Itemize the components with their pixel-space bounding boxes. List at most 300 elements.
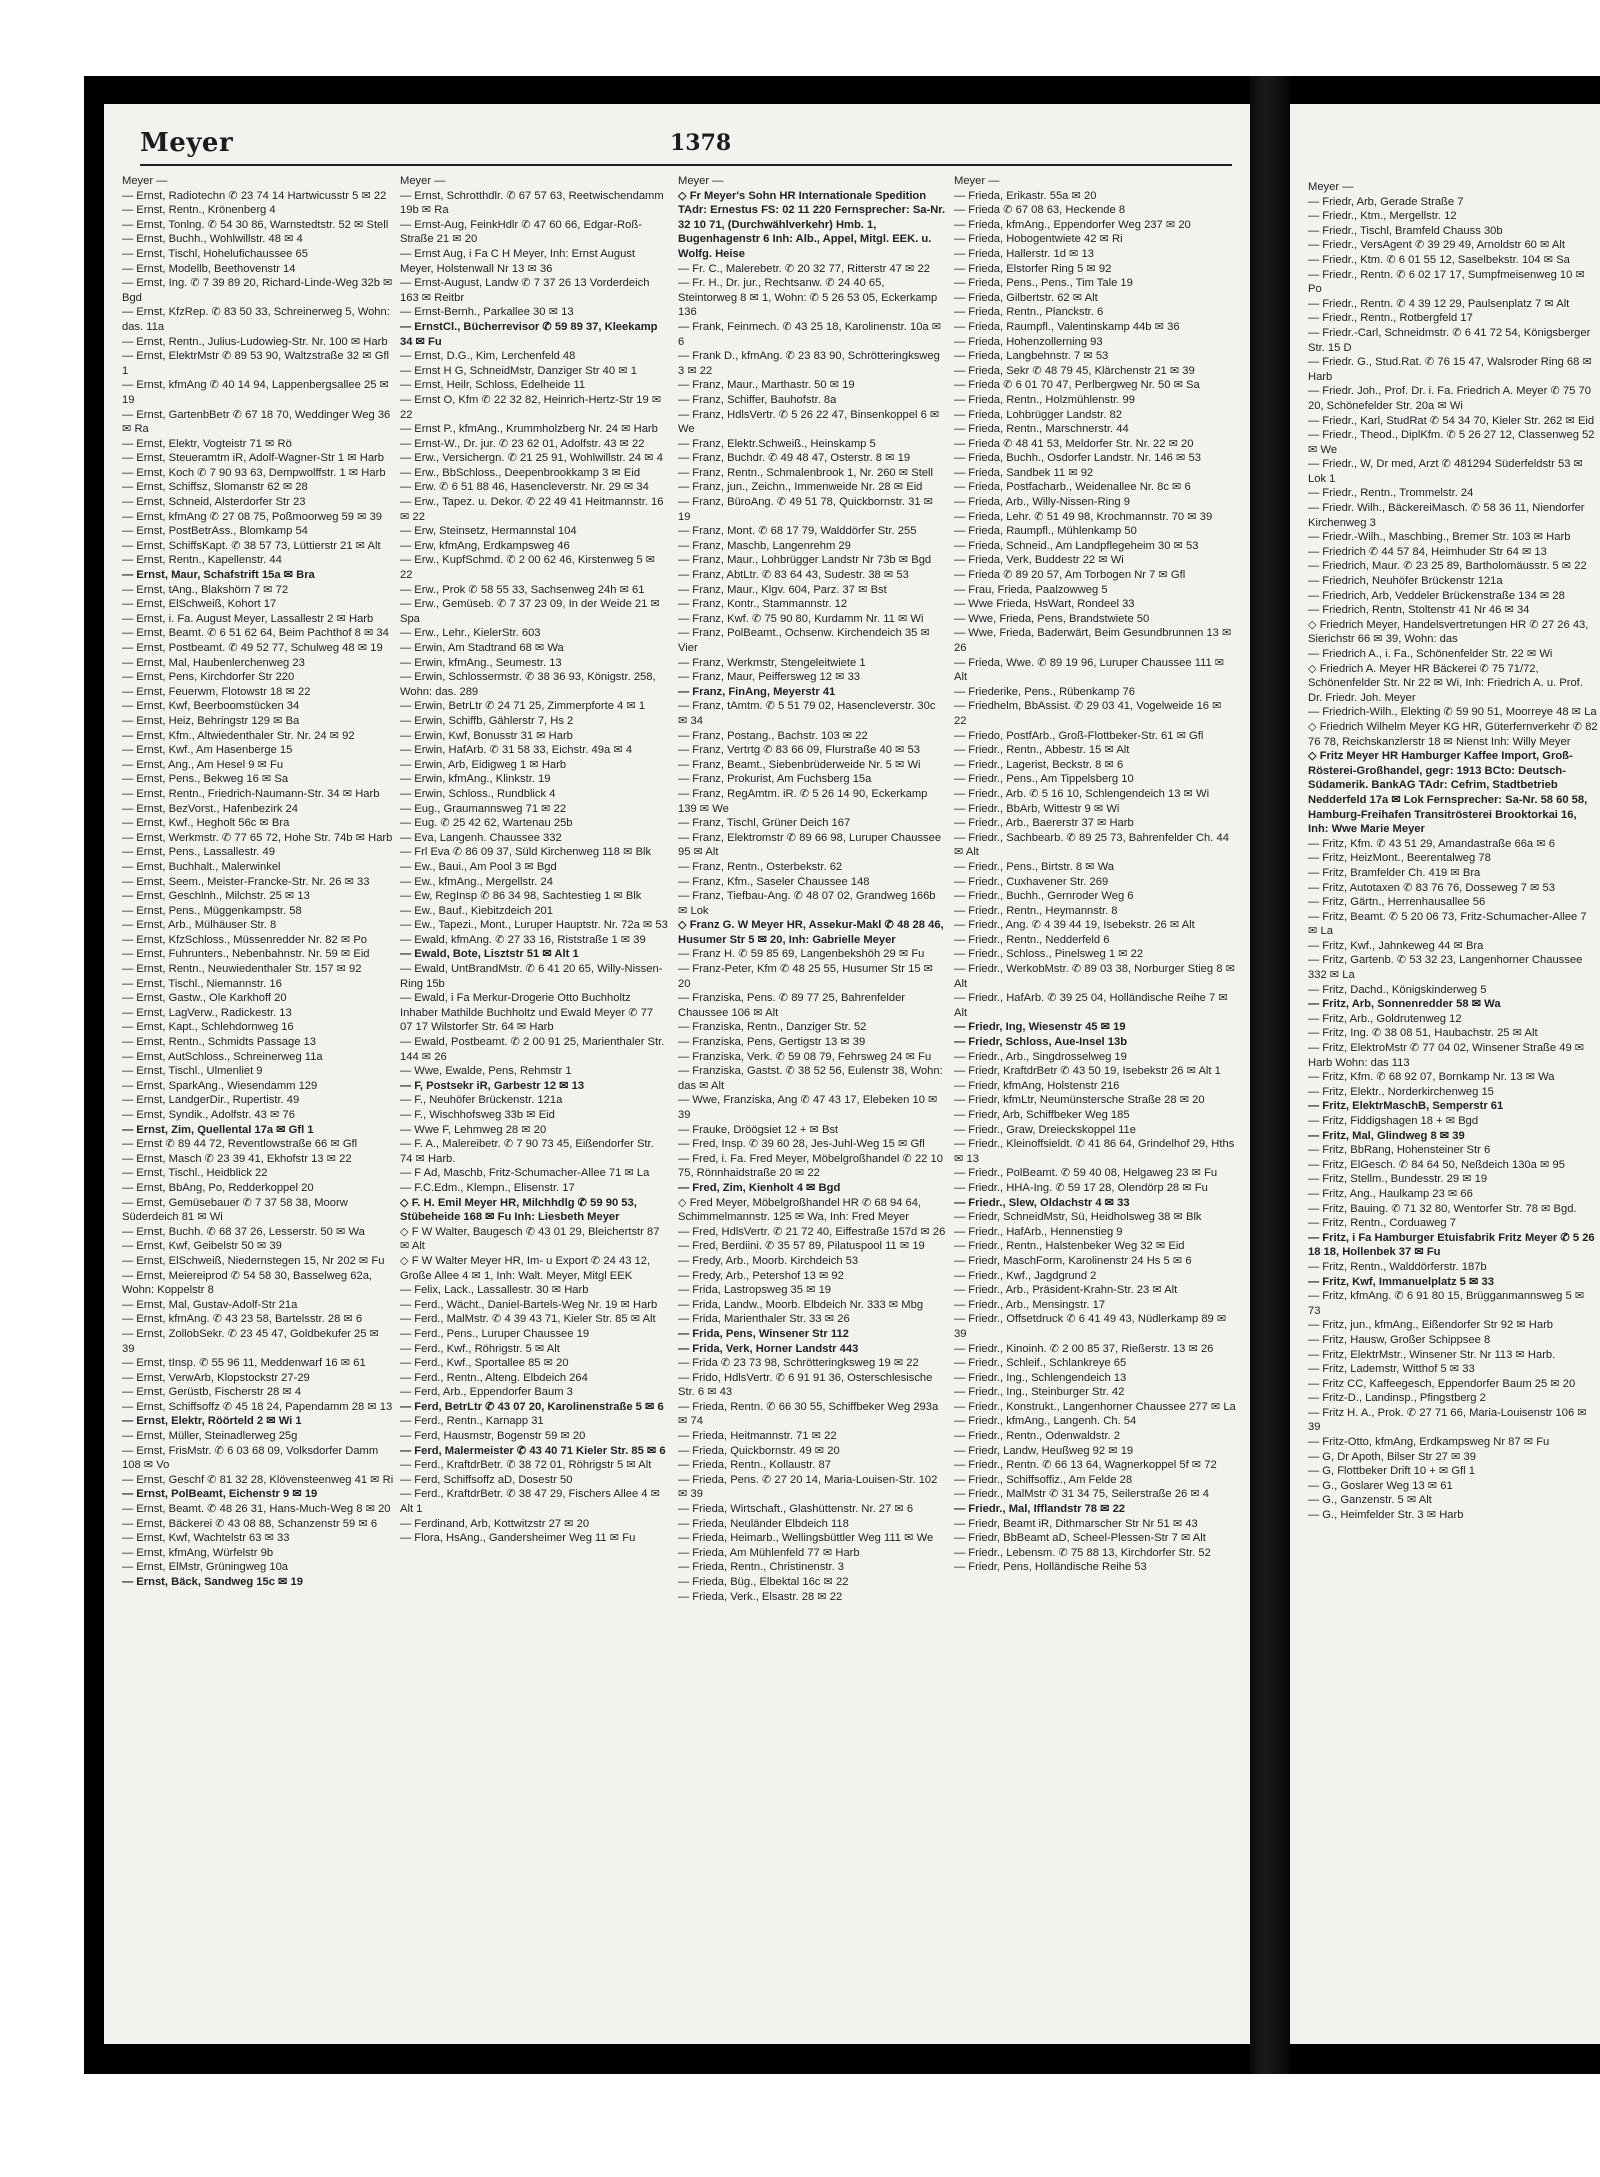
directory-entry: — Friedr, Pens, Holländische Reihe 53 (954, 1561, 1147, 1574)
directory-entry: — Friedr, kfmAng, Holstenstr 216 (954, 1079, 1120, 1092)
directory-entry: — Ew, RegInsp ✆ 86 34 98, Sachtestieg 1 ✉ Blk (400, 890, 642, 903)
directory-entry: — Ernst ✆ 89 44 72, Reventlowstraße 66 ✉ Gfl (122, 1138, 358, 1151)
directory-entry: — Frieda, Rentn., Holzmühlenstr. 99 (954, 393, 1135, 406)
directory-entry: — Frieda, Am Mühlenfeld 77 ✉ Harb (678, 1546, 860, 1559)
directory-entry: — Friedr, SchneidMstr, Sü, Heidholsweg 38 ✉ Blk (954, 1211, 1202, 1224)
directory-entry: — Ernst, Elektr, Röörteld 2 ✉ Wi 1 (122, 1415, 302, 1428)
directory-entry: — Erw., Gemüseb. ✆ 7 37 23 09, In der Weide 21 ✉ Spa (400, 598, 660, 625)
directory-entry: — Fritz, Arb., Goldrutenweg 12 (1308, 1012, 1462, 1025)
directory-entry: — Franz, Prokurist, Am Fuchsberg 15a (678, 773, 872, 786)
directory-entry: — Friedr., Ang. ✆ 4 39 44 19, Isebekstr. 26 ✉ Alt (954, 919, 1195, 932)
directory-entry: — Friedrich ✆ 44 57 84, Heimhuder Str 64 ✉ 13 (1308, 545, 1547, 558)
directory-entry: — Friedr., Rentn., Halstenbeker Weg 32 ✉ Eid (954, 1240, 1185, 1253)
directory-entry: — Fredy, Arb., Moorb. Kirchdeich 53 (678, 1254, 859, 1267)
directory-entry: — Fritz, ElektrMstr., Winsener Str. Nr 113 ✉ Harb. (1308, 1348, 1556, 1361)
directory-entry: — Friedr. G., Stud.Rat. ✆ 76 15 47, Walsroder Ring 68 ✉ Harb (1308, 356, 1592, 383)
directory-entry: — Franz, Elektr.Schweiß., Heinskamp 5 (678, 437, 876, 450)
directory-entry: — Erwin, Arb, Eidigweg 1 ✉ Harb (400, 758, 567, 771)
directory-entry: — Friedr., Sachbearb. ✆ 89 25 73, Bahrenfelder Ch. 44 ✉ Alt (954, 831, 1229, 859)
directory-entry: — Friedr., Rentn. ✆ 66 13 64, Wagnerkoppel 5f ✉ 72 (954, 1459, 1217, 1472)
directory-entry: — Ernst, Buchhalt., Malerwinkel (122, 860, 281, 873)
directory-entry: — Ferd., KraftdrBetr. ✆ 38 72 01, Röhrigstr 5 ✉ Alt (400, 1459, 652, 1472)
directory-entry: — Fritz, Autotaxen ✆ 83 76 76, Dosseweg 7 ✉ 53 (1308, 881, 1555, 894)
directory-entry: — Friedr, Beamt iR, Dithmarscher Str Nr 51 ✉ 43 (954, 1517, 1198, 1530)
directory-entry: — Friedr., HafArb., Hennenstieg 9 (954, 1225, 1123, 1238)
directory-entry: — Frieda, Langbehnstr. 7 ✉ 53 (954, 350, 1109, 363)
directory-entry: — Frieda, Elstorfer Ring 5 ✉ 92 (954, 262, 1112, 275)
directory-entry: — Friedr., Graw, Dreieckskoppel 11e (954, 1123, 1136, 1136)
directory-entry: — Friedr., Rentn., Nedderfeld 6 (954, 933, 1110, 946)
directory-entry: — Ewald, i Fa Merkur-Drogerie Otto Buchholtz Inhaber Mathilde Buchholtz und Ewald Meyer ✆ 77 07 17 Wilstorfer Str. 64 ✉ Harb (400, 992, 654, 1034)
directory-entry: — Friedr., Tischl, Bramfeld Chauss 30b (1308, 224, 1503, 237)
directory-entry: — Franz, Tiefbau-Ang. ✆ 48 07 02, Grandweg 166b ✉ Lok (678, 890, 936, 917)
directory-entry: — F., Wischhofsweg 33b ✉ Eid (400, 1109, 555, 1121)
directory-entry: — Ewald, Postbeamt. ✆ 2 00 91 25, Marienthaler Str. 144 ✉ 26 (400, 1036, 665, 1063)
directory-entry: — Eva, Langenh. Chaussee 332 (400, 831, 562, 844)
directory-entry: — Frl Eva ✆ 86 09 37, Süld Kirchenweg 118 ✉ Blk (400, 846, 652, 859)
directory-entry: — Friedr, Landw, Heußweg 92 ✉ 19 (954, 1444, 1134, 1457)
directory-entry: — Fritz, Gärtn., Herrenhausallee 56 (1308, 896, 1486, 909)
directory-entry: — Frida, Pens, Winsener Str 112 (678, 1327, 849, 1340)
directory-entry: — Franz, Maur., Lohbrügger Landstr Nr 73b ✉ Bgd (678, 554, 932, 567)
directory-entry: — Franz H. ✆ 59 85 69, Langenbekshöh 29 ✉ Fu (678, 948, 925, 961)
directory-entry: — Fritz, jun., kfmAng., Eißendorfer Str 92 ✉ Harb (1308, 1319, 1554, 1332)
directory-entry: — Ew., Tapezi., Mont., Luruper Hauptstr. Nr. 72a ✉ 53 (400, 919, 668, 932)
directory-entry: — Ernst, Bäck, Sandweg 15c ✉ 19 (122, 1576, 303, 1588)
directory-entry: — Ferd., MalMstr. ✆ 4 39 43 71, Kieler Str. 85 ✉ Alt (400, 1313, 656, 1326)
directory-entry: — Friedr., Arb., Mensingstr. 17 (954, 1298, 1106, 1311)
directory-entry: — Ernst, GartenbBetr ✆ 67 18 70, Weddinger Weg 36 ✉ Ra (122, 408, 391, 436)
directory-entry: — Friedr., Arb. ✆ 5 16 10, Schlengendeich 13 ✉ Wi (954, 787, 1210, 800)
directory-entry: — Fritz, Dachd., Königskinderweg 5 (1308, 983, 1487, 996)
directory-entry: — Ernst, Fuhrunters., Nebenbahnstr. Nr. 59 ✉ Eid (122, 948, 370, 961)
directory-entry: — Frieda, Lehr. ✆ 51 49 98, Krochmannstr. 70 ✉ 39 (954, 510, 1213, 523)
directory-entry: — Frida ✆ 23 73 98, Schrötteringksweg 19 ✉ 22 (678, 1357, 919, 1370)
directory-entry: — Friedr., Konstrukt., Langenhorner Chaussee 277 ✉ La (954, 1400, 1236, 1413)
directory-entry: — Friedr., HafArb. ✆ 39 25 04, Holländische Reihe 7 ✉ Alt (954, 992, 1228, 1019)
directory-entry: — Friedrich A., i. Fa., Schönenfelder Str. 22 ✉ Wi (1308, 648, 1553, 660)
directory-entry: — Ferd, Hausmstr, Bogenstr 59 ✉ 20 (400, 1430, 586, 1443)
directory-entry: ◇ Friedrich A. Meyer HR Bäckerei ✆ 75 71/72, Schönenfelder Str. Nr 22 ✉ Wi, Inh: Friedrich A. u. Prof. Dr. Friedr. Joh. Meyer (1308, 662, 1583, 704)
directory-entry: — G., Heimfelder Str. 3 ✉ Harb (1308, 1509, 1464, 1522)
directory-entry: — G., Ganzenstr. 5 ✉ Alt (1308, 1494, 1432, 1507)
directory-entry: — Ernst, Gastw., Ole Karkhoff 20 (122, 992, 287, 1005)
directory-entry: — Ernst, BbAng, Po, Redderkoppel 20 (122, 1181, 314, 1194)
directory-entry: — Fritz, BbRang, Hohensteiner Str 6 (1308, 1144, 1491, 1157)
directory-entry: — Frida, Verk, Horner Landstr 443 (678, 1342, 859, 1355)
directory-entry: — Ernst, Gerüstb, Fischerstr 28 ✉ 4 (122, 1386, 302, 1399)
column-head: Meyer — (122, 175, 168, 187)
directory-entry: — Ernst, Elektr, Vogteistr 71 ✉ Rö (122, 437, 292, 450)
directory-entry: — Fritz, Kfm. ✆ 43 51 29, Amandastraße 66a ✉ 6 (1308, 837, 1555, 850)
directory-entry: ◇ Friedrich Meyer, Handelsvertretungen HR ✆ 27 26 43, Sierichstr 66 ✉ 39, Wohn: das (1308, 618, 1589, 646)
directory-entry: — Franz, Vertrtg ✆ 83 66 09, Flurstraße 40 ✉ 53 (678, 744, 920, 757)
directory-entry: — Frieda, Erikastr. 55a ✉ 20 (954, 189, 1097, 202)
directory-entry: — Friedr., Lagerist, Beckstr. 8 ✉ 6 (954, 758, 1124, 771)
directory-entry: — Friedr., Pens., Am Tippelsberg 10 (954, 773, 1134, 786)
directory-entry: — Friedr, MaschForm, Karolinenstr 24 Hs 5 ✉ 6 (954, 1254, 1192, 1267)
directory-entry: — Friedr., HHA-Ing. ✆ 59 17 28, Olendörp 28 ✉ Fu (954, 1181, 1208, 1194)
directory-entry: — Frieda, Postfacharb., Weidenallee Nr. 8c ✉ 6 (954, 481, 1191, 494)
directory-entry: — Ferd., Kwf., Röhrigstr. 5 ✉ Alt (400, 1342, 560, 1355)
column-head: Meyer — (400, 175, 446, 187)
directory-entry: — Friedr, Arb, Gerade Straße 7 (1308, 195, 1464, 208)
directory-entry: — Frauke, Dröögsiet 12 + ✉ Bst (678, 1123, 839, 1136)
column-head: Meyer — (678, 175, 724, 187)
directory-entry: — Ernst, Kwf., Am Hasenberge 15 (122, 744, 293, 757)
directory-entry: — Erw, kfmAng, Erdkampsweg 46 (400, 539, 570, 552)
directory-entry: — F.C.Edm., Klempn., Elisenstr. 17 (400, 1181, 575, 1194)
directory-entry: — Ernst, Ing. ✆ 7 39 89 20, Richard-Linde-Weg 32b ✉ Bgd (122, 277, 393, 304)
directory-entry: — Frank, Feinmech. ✆ 43 25 18, Karolinenstr. 10a ✉ 6 (678, 320, 942, 348)
directory-entry: — Friedr, Schloss, Aue-Insel 13b (954, 1036, 1128, 1049)
directory-entry: — Franz-Peter, Kfm ✆ 48 25 55, Husumer Str 15 ✉ 20 (678, 963, 934, 990)
directory-entry: — Fritz H. A., Prok. ✆ 27 71 66, Maria-Louisenstr 106 ✉ 39 (1308, 1406, 1587, 1434)
directory-entry: — Frieda, Heitmannstr. 71 ✉ 22 (678, 1430, 837, 1443)
directory-entry: — Ernst, Seem., Meister-Francke-Str. Nr. 26 ✉ 33 (122, 875, 370, 888)
directory-entry: — Ernst, Tischl., Heidblick 22 (122, 1167, 268, 1180)
directory-entry: — F., Neuhöfer Brückenstr. 121a (400, 1094, 563, 1107)
directory-entry: — Friedr., Schiffsoffiz., Am Felde 28 (954, 1473, 1133, 1486)
directory-entry: — Ferd., KraftdrBetr. ✆ 38 47 29, Fischers Allee 4 ✉ Alt 1 (400, 1488, 661, 1516)
directory-entry: — Ernst, Gemüsebauer ✆ 7 37 58 38, Moorw Süderdeich 81 ✉ Wi (122, 1196, 348, 1224)
directory-entry: — Frieda, Hobogentwiete 42 ✉ Ri (954, 233, 1123, 246)
directory-entry: — Fritz CC, Kaffeegesch, Eppendorfer Baum 25 ✉ 20 (1308, 1377, 1576, 1390)
directory-entry: — Ernst, Heiz, Behringstr 129 ✉ Ba (122, 714, 300, 727)
directory-entry: — Franz, Rentn., Schmalenbrook 1, Nr. 260 ✉ Stell (678, 466, 933, 479)
directory-entry: — Flora, HsAng., Gandersheimer Weg 11 ✉ Fu (400, 1532, 636, 1545)
directory-entry: — Wwe, Frieda, Baderwärt, Beim Gesundbrunnen 13 ✉ 26 (954, 627, 1232, 654)
directory-entry: — Ernst, Arb., Mülhäuser Str. 8 (122, 919, 277, 932)
directory-entry: — Ernst, Schiffsz, Slomanstr 62 ✉ 28 (122, 481, 308, 494)
directory-entry: — Frieda, Büg., Elbektal 16c ✉ 22 (678, 1576, 849, 1588)
directory-entry: — Ernst, Schneid, Alsterdorfer Str 23 (122, 496, 306, 509)
directory-entry: — Franz, Kfm., Saseler Chaussee 148 (678, 875, 870, 888)
directory-entry: — Ernst, BezVorst., Hafenbezirk 24 (122, 802, 298, 815)
directory-entry: — Friedr., Kleinoffsieldt. ✆ 41 86 64, Grindelhof 29, Hths ✉ 13 (954, 1138, 1235, 1165)
directory-entry: — Ernst, Bäckerei ✆ 43 08 88, Schanzenstr 59 ✉ 6 (122, 1517, 378, 1530)
directory-entry: — Friedr., Ing., Steinburger Str. 42 (954, 1386, 1125, 1399)
directory-entry: — Ernst, Geschlnh., Milchstr. 25 ✉ 13 (122, 890, 310, 903)
directory-entry: — Ernst, Modellb, Beethovenstr 14 (122, 262, 296, 275)
directory-entry: — Fritz, Gartenb. ✆ 53 32 23, Langenhorner Chaussee 332 ✉ La (1308, 954, 1583, 982)
directory-entry: — Franz, Buchdr. ✆ 49 48 47, Osterstr. 8 ✉ 19 (678, 452, 911, 465)
directory-entry: — Wwe, Ewalde, Pens, Rehmstr 1 (400, 1065, 572, 1078)
directory-entry: — Ernst, Geschf ✆ 81 32 28, Klövensteenweg 41 ✉ Ri (122, 1473, 394, 1486)
directory-entry: — Frida, Landw., Moorb. Elbdeich Nr. 333 ✉ Mbg (678, 1298, 924, 1311)
directory-entry: — Frieda, Quickbornstr. 49 ✉ 20 (678, 1444, 840, 1457)
directory-entry: — Fritz, Bauing. ✆ 71 32 80, Wentorfer Str. 78 ✉ Bgd. (1308, 1202, 1577, 1215)
directory-entry: — ErnstCl., Bücherrevisor ✆ 59 89 37, Kleekamp 34 ✉ Fu (400, 320, 658, 348)
directory-entry: — Franz, RegAmtm. iR. ✆ 5 26 14 90, Eckerkamp 139 ✉ We (678, 787, 928, 815)
directory-entry: — Frieda, Rentn., Christinenstr. 3 (678, 1561, 845, 1574)
directory-entry: — Ernst, ElSchweiß, Niedernstegen 15, Nr 202 ✉ Fu (122, 1254, 385, 1267)
directory-entry: — Friedr., BbArb, Wittestr 9 ✉ Wi (954, 802, 1120, 815)
directory-entry: — Fritz, HeizMont., Beerentalweg 78 (1308, 852, 1491, 865)
directory-entry: — Franz, HdlsVertr. ✆ 5 26 22 47, Binsenkoppel 6 ✉ We (678, 408, 940, 436)
directory-entry: — Frieda, kfmAng., Eppendorfer Weg 237 ✉ 20 (954, 218, 1191, 231)
directory-entry: — Friedr. Wilh., BäckereiMasch. ✆ 58 36 11, Niendorfer Kirchenweg 3 (1308, 502, 1585, 529)
directory-entry: — Erwin, Schloss., Rundblick 4 (400, 787, 556, 800)
directory-entry: — Ernst-W., Dr. jur. ✆ 23 62 01, Adolfstr. 43 ✉ 22 (400, 437, 645, 450)
directory-entry: — Fred, Zim, Kienholt 4 ✉ Bgd (678, 1181, 841, 1194)
directory-entry: — Erwin, HafArb. ✆ 31 58 33, Eichstr. 49a ✉ 4 (400, 744, 633, 757)
directory-entry: — Friedr., kfmAng., Langenh. Ch. 54 (954, 1415, 1137, 1428)
directory-entry: — Ewald, Bote, Lisztstr 51 ✉ Alt 1 (400, 948, 579, 961)
directory-entry: — Franz, Schiffer, Bauhofstr. 8a (678, 393, 837, 406)
directory-entry: — Ernst, Masch ✆ 23 39 41, Ekhofstr 13 ✉ 22 (122, 1152, 352, 1165)
directory-entry: — Frieda, Wirtschaft., Glashüttenstr. Nr. 27 ✉ 6 (678, 1503, 914, 1516)
directory-entry: — Frido, HdlsVertr. ✆ 6 91 91 36, Osterschlesische Str. 6 ✉ 43 (678, 1371, 933, 1399)
directory-entry: — Fred, Berdiini. ✆ 35 57 89, Pilatuspool 11 ✉ 19 (678, 1240, 925, 1253)
directory-entry: — Ferd., Kwf., Sportallee 85 ✉ 20 (400, 1357, 569, 1370)
page-left (104, 104, 1250, 2044)
directory-entry: — Frieda, Raumpfl., Valentinskamp 44b ✉ 36 (954, 320, 1180, 333)
directory-entry: — Franz, jun., Zeichn., Immenweide Nr. 28 ✉ Eid (678, 481, 923, 494)
directory-entry: — Ernst, Tonlng. ✆ 54 30 86, Warnstedtstr. 52 ✉ Stell (122, 218, 389, 231)
directory-entry: — Friedrich, Arb, Veddeler Brückenstraße 134 ✉ 28 (1308, 589, 1565, 602)
directory-entry: — Franz, Mont. ✆ 68 17 79, Walddörfer Str. 255 (678, 525, 917, 538)
directory-entry: — Ernst Aug, i Fa C H Meyer, Inh: Ernst August Meyer, Holstenwall Nr 13 ✉ 36 (400, 247, 636, 275)
directory-entry: ◇ Fritz Meyer HR Hamburger Kaffee Import, Groß-Rösterei-Großhandel, gegr: 1913 BCto: Deutsch-Südamerik. BankAG TAdr: Cefrim, Stadtbetrieb Nedderfeld 17a ✉ Lok Fernsprecher: Sa-Nr. 58 60 58, Hamburg-Freihafen Transitrösterei Brooktorkai 16, Inh: Wwe Marie Meyer (1308, 750, 1588, 836)
directory-entry: — Friedr.-Carl, Schneidmstr. ✆ 6 41 72 54, Königsberger Str. 15 D (1308, 326, 1591, 354)
directory-entry: — Friederike, Pens., Rübenkamp 76 (954, 685, 1135, 698)
directory-entry: — Erw. ✆ 6 51 88 46, Hasencleverstr. Nr. 29 ✉ 34 (400, 481, 649, 494)
directory-entry: — Fritz, kfmAng. ✆ 6 91 80 15, Brügganmannsweg 5 ✉ 73 (1308, 1290, 1585, 1317)
directory-entry: — Friedrich, Maur. ✆ 23 25 89, Bartholomäusstr. 5 ✉ 22 (1308, 560, 1587, 573)
directory-entry: — Ernst, AutSchloss., Schreinerweg 11a (122, 1050, 323, 1063)
directory-entry: — Ernst, Tischl., Ulmenliet 9 (122, 1065, 263, 1078)
directory-entry: ◇ Fred Meyer, Möbelgroßhandel HR ✆ 68 94 64, Schimmelmannstr. 125 ✉ Wa, Inh: Fred Meyer (678, 1196, 922, 1224)
directory-entry: — Frau, Frieda, Paalzowweg 5 (954, 583, 1108, 596)
directory-entry: — Friedr., Offsetdruck ✆ 6 41 49 43, Nüdlerkamp 89 ✉ 39 (954, 1313, 1227, 1340)
directory-entry: — Friedr., PolBeamt. ✆ 59 40 08, Helgaweg 23 ✉ Fu (954, 1167, 1218, 1180)
directory-entry: — Friedr., Schleif., Schlankreye 65 (954, 1357, 1127, 1370)
directory-entry: — Ernst H G, SchneidMstr, Danziger Str 40 ✉ 1 (400, 364, 637, 377)
directory-entry: — Ernst, KfzSchloss., Müssenredder Nr. 82 ✉ Po (122, 933, 368, 946)
directory-entry: — Ernst, Zim, Quellental 17a ✉ Gfl 1 (122, 1123, 314, 1136)
directory-entry: — Fritz, Kfm. ✆ 68 92 07, Bornkamp Nr. 13 ✉ Wa (1308, 1071, 1555, 1084)
directory-entry: — Ernst, Werkmstr. ✆ 77 65 72, Hohe Str. 74b ✉ Harb (122, 831, 393, 844)
directory-entry: ◇ F W Walter Meyer HR, Im- u Export ✆ 24 43 12, Große Allee 4 ✉ 1, Inh: Walt. Meyer, Mitgl EEK (400, 1254, 651, 1282)
directory-entry: — Ernst, FrisMstr. ✆ 6 03 68 09, Volksdorfer Damm 108 ✉ Vo (122, 1444, 379, 1472)
directory-entry: — Ernst, Schrotthdlr. ✆ 67 57 63, Reetwischendamm 19b ✉ Ra (400, 189, 664, 217)
directory-entry: — Ferd., Rentn., Karnapp 31 (400, 1415, 544, 1428)
directory-entry: — Ernst, Mal, Gustav-Adolf-Str 21a (122, 1298, 298, 1311)
directory-entry: — Erwin, kfmAng., Klinkstr. 19 (400, 773, 551, 786)
directory-entry: — Franz, Maur, Peiffersweg 12 ✉ 33 (678, 671, 861, 684)
directory-entry: — Ernst, Ang., Am Hesel 9 ✉ Fu (122, 758, 284, 771)
directory-entry: — Fritz, Fiddigshagen 18 + ✉ Bgd (1308, 1115, 1479, 1127)
directory-entry: — Frieda ✆ 6 01 70 47, Perlbergweg Nr. 50 ✉ Sa (954, 379, 1200, 392)
page-right (1290, 104, 1600, 2044)
directory-entry: — Ernst, LagVerw., Radickestr. 13 (122, 1006, 292, 1019)
directory-entry: — Ferd., Wächt., Daniel-Bartels-Weg Nr. 19 ✉ Harb (400, 1298, 658, 1311)
directory-entry: — Ferd, BetrLtr ✆ 43 07 20, Karolinenstraße 5 ✉ 6 (400, 1400, 664, 1413)
directory-entry: — Ernst, tAng., Blakshörn 7 ✉ 72 (122, 583, 289, 596)
directory-entry: — Ernst, LandgerDir., Rupertistr. 49 (122, 1094, 300, 1107)
directory-entry: — Wwe, Frieda, Pens, Brandstwiete 50 (954, 612, 1150, 625)
directory-entry: — Ernst, Buchh., Wohlwillstr. 48 ✉ 4 (122, 233, 303, 246)
directory-entry: — Friedr., Rentn., Heymannstr. 8 (954, 904, 1118, 917)
directory-entry: — Ew., kfmAng., Mergellstr. 24 (400, 875, 553, 888)
directory-entry: — Ernst, VerwArb, Klopstockstr 27-29 (122, 1371, 310, 1384)
directory-entry: — Erw., BbSchloss., Deepenbrookkamp 3 ✉ Eid (400, 466, 641, 479)
directory-entry: — Ernst, Meiereiprod ✆ 54 58 30, Basselweg 62a, Wohn: Koppelstr 8 (122, 1269, 373, 1297)
directory-entry: — Frieda, Raumpfl., Mühlenkamp 50 (954, 525, 1137, 538)
directory-entry: — Friedr., Rentn. ✆ 6 02 17 17, Sumpfmeisenweg 10 ✉ Po (1308, 268, 1585, 296)
directory-entry: — Ernst, Buchh. ✆ 68 37 26, Lesserstr. 50 ✉ Wa (122, 1225, 365, 1238)
page-title: Meyer (140, 128, 234, 158)
directory-entry: — Frieda, Verk., Elsastr. 28 ✉ 22 (678, 1590, 843, 1603)
directory-entry: — Friedr., W, Dr med, Arzt ✆ 481294 Süderfeldstr 53 ✉ Lok 1 (1308, 458, 1583, 485)
directory-entry: — G, Dr Apoth, Bilser Str 27 ✉ 39 (1308, 1450, 1476, 1463)
directory-entry: — Ernst, Rentn., Kapellenstr. 44 (122, 554, 282, 567)
directory-entry: — Friedrich, Rentn, Stoltenstr 41 Nr 46 ✉ 34 (1308, 604, 1530, 617)
directory-entry: ◇ F W Walter, Baugesch ✆ 43 01 29, Bleichertstr 87 ✉ Alt (400, 1225, 660, 1253)
directory-entry: — Franz, Werkmstr, Stengeleitwiete 1 (678, 656, 866, 669)
directory-entry: — Franz, Maur., Klgv. 604, Parz. 37 ✉ Bst (678, 583, 887, 596)
directory-entry: — Friedr., Arb., Baererstr 37 ✉ Harb (954, 817, 1134, 830)
directory-entry: — Ernst, Postbeamt. ✆ 49 52 77, Schulweg 48 ✉ 19 (122, 642, 383, 654)
directory-entry: — Ernst, Tischl., Niemannstr. 16 (122, 977, 282, 990)
directory-entry: — Ernst, Pens., Müggenkampstr. 58 (122, 904, 302, 917)
directory-entry: — Friedr., Cuxhavener Str. 269 (954, 875, 1109, 888)
directory-entry: ◇ Fr Meyer's Sohn HR Internationale Spedition TAdr: Ernestus FS: 02 11 220 Fernsprecher: Sa-Nr. 32 10 71, (Durchwählverkehr) Hmb. 1, Bugenhagenstr 6 Inh: Alb., Appel, Mitgl. EEK. u. Wolfg. Heise (678, 189, 946, 260)
directory-entry: — Franz, BüroAng. ✆ 49 51 78, Quickbornstr. 31 ✉ 19 (678, 496, 934, 523)
directory-entry: — Fritz, ElektrMaschB, Semperstr 61 (1308, 1100, 1504, 1113)
directory-entry: — Fritz, Bramfelder Ch. 419 ✉ Bra (1308, 866, 1481, 879)
directory-entry: — Ernst, Maur, Schafstrift 15a ✉ Bra (122, 569, 315, 582)
directory-entry: — Ernst, KfzRep. ✆ 83 50 33, Schreinerweg 5, Wohn: das. 11a (122, 306, 390, 333)
directory-entry: — Ernst, Pens., Bekweg 16 ✉ Sa (122, 773, 289, 786)
directory-entry: — Ernst, Kwf., Hegholt 56c ✉ Bra (122, 817, 290, 830)
directory-entry: — Ernst, Steueramtm iR, Adolf-Wagner-Str 1 ✉ Harb (122, 452, 384, 465)
directory-entry: — Frieda, Gilbertstr. 62 ✉ Alt (954, 291, 1098, 304)
column-head: Meyer — (954, 175, 1000, 187)
directory-entry: — Friedr., VersAgent ✆ 39 29 49, Arnoldstr 60 ✉ Alt (1308, 239, 1565, 252)
directory-entry: — Frieda, Pens. ✆ 27 20 14, Maria-Louisen-Str. 102 ✉ 39 (678, 1473, 938, 1501)
directory-entry: — Ewald, kfmAng. ✆ 27 33 16, Riststraße 1 ✉ 39 (400, 933, 646, 946)
directory-entry: — Ernst, kfmAng ✆ 40 14 94, Lappenbergsallee 25 ✉ 19 (122, 379, 389, 406)
directory-entry: — Fritz, Kwf, Immanuelplatz 5 ✉ 33 (1308, 1275, 1494, 1288)
directory-entry: — Ferd., Pens., Luruper Chaussee 19 (400, 1327, 590, 1340)
directory-entry: — Friedr., Ktm. ✆ 6 01 55 12, Saselbekstr. 104 ✉ Sa (1308, 253, 1570, 266)
directory-entry: — Franziska, Rentn., Danziger Str. 52 (678, 1021, 867, 1034)
directory-entry: — Erw., Tapez. u. Dekor. ✆ 22 49 41 Heitmannstr. 16 ✉ 22 (400, 496, 664, 523)
directory-entry: — Friedr., Arb., Singdrosselweg 19 (954, 1050, 1127, 1063)
directory-entry: — Fritz, Hausw, Großer Schippsee 8 (1308, 1333, 1491, 1346)
directory-entry: — Fr. H., Dr. jur., Rechtsanw. ✆ 24 40 65, Steintorweg 8 ✉ 1, Wohn: ✆ 5 26 53 05, Eckerkamp 136 (678, 277, 938, 319)
directory-entry: — Fritz, Lademstr, Witthof 5 ✉ 33 (1308, 1363, 1475, 1376)
directory-entry: — Ernst, Beamt. ✆ 6 51 62 64, Beim Pachthof 8 ✉ 34 (122, 627, 389, 640)
directory-entry: — Friedr., Kwf., Jagdgrund 2 (954, 1269, 1097, 1282)
directory-entry: — Frieda, Rentn. ✆ 66 30 55, Schiffbeker Weg 293a ✉ 74 (678, 1400, 939, 1428)
directory-entry: — Franz, Beamt., Siebenbrüderweide Nr. 5 ✉ Wi (678, 758, 921, 771)
directory-entry: — Frieda, Pens., Pens., Tim Tale 19 (954, 277, 1133, 290)
directory-entry: — Ernst, ElMstr, Grüningweg 10a (122, 1561, 289, 1574)
directory-entry: — Erwin, Schlossermstr. ✆ 38 36 93, Königstr. 258, Wohn: das. 289 (400, 671, 656, 698)
directory-entry: — F, Postsekr iR, Garbestr 12 ✉ 13 (400, 1079, 585, 1092)
directory-entry: — Ernst, i. Fa. August Meyer, Lassallestr 2 ✉ Harb (122, 612, 374, 625)
directory-entry: — Franziska, Verk. ✆ 59 08 79, Fehrsweg 24 ✉ Fu (678, 1050, 932, 1063)
directory-entry: — Franziska, Gastst. ✆ 38 52 56, Eulenstr 38, Wohn: das ✉ Alt (678, 1065, 943, 1092)
directory-entry: — Ew., Bauf., Kiebitzdeich 201 (400, 904, 553, 917)
directory-entry: — Ernst, Kwf, Beerboomstücken 34 (122, 700, 300, 713)
directory-entry: — Ernst, SparkAng., Wiesendamm 129 (122, 1079, 318, 1092)
directory-entry: — Ernst-August, Landw ✆ 7 37 26 13 Vorderdeich 163 ✉ Reitbr (400, 277, 650, 304)
directory-entry: — Friedr., Schloss., Pinelsweg 1 ✉ 22 (954, 948, 1144, 961)
directory-entry: — Fritz, Rentn., Corduaweg 7 (1308, 1217, 1456, 1230)
directory-entry: — F Ad, Maschb, Fritz-Schumacher-Allee 71 ✉ La (400, 1167, 650, 1180)
directory-entry: — Erw., Prok ✆ 58 55 33, Sachsenweg 24h ✉ 61 (400, 583, 645, 596)
directory-entry: — Frieda ✆ 89 20 57, Am Torbogen Nr 7 ✉ Gfl (954, 569, 1186, 582)
directory-entry: — Fred, Insp. ✆ 39 60 28, Jes-Juhl-Weg 15 ✉ Gfl (678, 1138, 925, 1151)
directory-entry: — Friedr., Buchh., Gernroder Weg 6 (954, 890, 1134, 903)
directory-entry: — Ernst, D.G., Kim, Lerchenfeld 48 (400, 350, 576, 363)
directory-entry: — Friedr., Pens., Birtstr. 8 ✉ Wa (954, 860, 1115, 873)
directory-entry: — Ernst, Feuerwm, Flotowstr 18 ✉ 22 (122, 685, 311, 698)
directory-entry: — Frank D., kfmAng. ✆ 23 83 90, Schrötteringksweg 3 ✉ 22 (678, 350, 940, 377)
directory-entry: — Fritz, ElektroMstr ✆ 77 04 02, Winsener Straße 49 ✉ Harb Wohn: das 113 (1308, 1042, 1585, 1069)
directory-entry: ◇ F. H. Emil Meyer HR, Milchhdlg ✆ 59 90 53, Stübeheide 168 ✉ Fu Inh: Liesbeth Meyer (400, 1196, 637, 1224)
directory-entry: — Ferdinand, Arb, Kottwitzstr 27 ✉ 20 (400, 1517, 590, 1530)
directory-entry: — Friedr., Kinoinh. ✆ 2 00 85 37, Rießerstr. 13 ✉ 26 (954, 1342, 1214, 1355)
directory-entry: — Frieda, Rentn., Marschnerstr. 44 (954, 423, 1129, 436)
directory-entry: — Ernst, Tischl, Hohelufichaussee 65 (122, 247, 308, 260)
directory-entry: — Ernst, ElSchweiß, Kohort 17 (122, 598, 277, 611)
directory-entry: — Fritz-Otto, kfmAng, Erdkampsweg Nr 87 ✉ Fu (1308, 1436, 1550, 1449)
directory-entry: — Fritz, Mal, Glindweg 8 ✉ 39 (1308, 1129, 1465, 1142)
directory-entry: — Erwin, kfmAng., Seumestr. 13 (400, 656, 562, 669)
column-head: Meyer — (1308, 181, 1354, 193)
directory-entry: — Wwe F, Lehmweg 28 ✉ 20 (400, 1123, 547, 1136)
directory-entry: ◇ Friedrich Wilhelm Meyer KG HR, Güterfernverkehr ✆ 82 76 78, Reichskanzlerstr 18 ✉ Nienst Inh: Willy Meyer (1308, 720, 1598, 748)
directory-entry: — Frieda, Rentn., Planckstr. 6 (954, 306, 1104, 319)
directory-entry: — G., Goslarer Weg 13 ✉ 61 (1308, 1479, 1453, 1492)
directory-entry: — Ernst, Schiffsoffz ✆ 45 18 24, Papendamm 28 ✉ 13 (122, 1400, 393, 1413)
directory-entry: — Franz, tAmtm. ✆ 5 51 79 02, Hasencleverstr. 30c ✉ 34 (678, 700, 936, 727)
book-gutter (1250, 76, 1290, 2074)
page-header (140, 124, 1232, 166)
directory-entry: — Eug. ✆ 25 42 62, Wartenau 25b (400, 817, 573, 830)
directory-entry: — Franz, Elektromstr ✆ 89 66 98, Luruper Chaussee 95 ✉ Alt (678, 831, 942, 859)
directory-entry: — Frieda, Schneid., Am Landpflegeheim 30 ✉ 53 (954, 539, 1199, 552)
directory-entry: — Wwe Frieda, HsWart, Rondeel 33 (954, 598, 1135, 611)
directory-entry: — Ernst, Kfm., Altwiedenthaler Str. Nr. 24 ✉ 92 (122, 729, 355, 742)
directory-entry: — Friedr., Rentn., Trommelstr. 24 (1308, 487, 1474, 500)
directory-entry: — Frieda, Lohbrügger Landstr. 82 (954, 408, 1122, 421)
directory-entry: — Friedr. Joh., Prof. Dr. i. Fa. Friedrich A. Meyer ✆ 75 70 20, Schönefelder Str. 20a ✉ Wi (1308, 385, 1591, 412)
directory-entry: — Fritz, ElGesch. ✆ 84 64 50, Neßdeich 130a ✉ 95 (1308, 1158, 1565, 1171)
directory-entry: — Erwin, Schiffb, Gählerstr 7, Hs 2 (400, 714, 574, 727)
directory-entry: — Frieda, Sandbek 11 ✉ 92 (954, 466, 1094, 479)
directory-entry: — Ernst, Radiotechn ✆ 23 74 14 Hartwicusstr 5 ✉ 22 (122, 189, 387, 202)
directory-entry: — Frieda, Hallerstr. 1d ✉ 13 (954, 247, 1094, 260)
directory-entry: — Franz, Maschb, Langenrehm 29 (678, 539, 851, 552)
directory-entry: — Ernst P., kfmAng., Krummholzberg Nr. 24 ✉ Harb (400, 423, 658, 436)
directory-entry: — Ernst, kfmAng ✆ 27 08 75, Poßmoorweg 59 ✉ 39 (122, 510, 383, 523)
column-4 (954, 174, 1236, 2024)
directory-entry: — Frida, Lastropsweg 35 ✉ 19 (678, 1284, 832, 1297)
directory-entry: — Wwe, Franziska, Ang ✆ 47 43 17, Elebeken 10 ✉ 39 (678, 1094, 938, 1121)
directory-entry: — Ernst, PostBetrAss., Blomkamp 54 (122, 525, 308, 538)
directory-entry: — Fritz, i Fa Hamburger Etuisfabrik Fritz Meyer ✆ 5 26 18 18, Hollenbek 37 ✉ Fu (1308, 1231, 1595, 1259)
directory-entry: — Ernst O, Kfm ✆ 22 32 82, Heinrich-Hertz-Str 19 ✉ 22 (400, 393, 662, 421)
directory-entry: — Franz, Tischl, Grüner Deich 167 (678, 817, 851, 830)
directory-entry: — Ernst, kfmAng. ✆ 43 23 58, Bartelsstr. 28 ✉ 6 (122, 1313, 363, 1326)
directory-entry: — Ernst, Kwf, Wachtelstr 63 ✉ 33 (122, 1532, 290, 1545)
